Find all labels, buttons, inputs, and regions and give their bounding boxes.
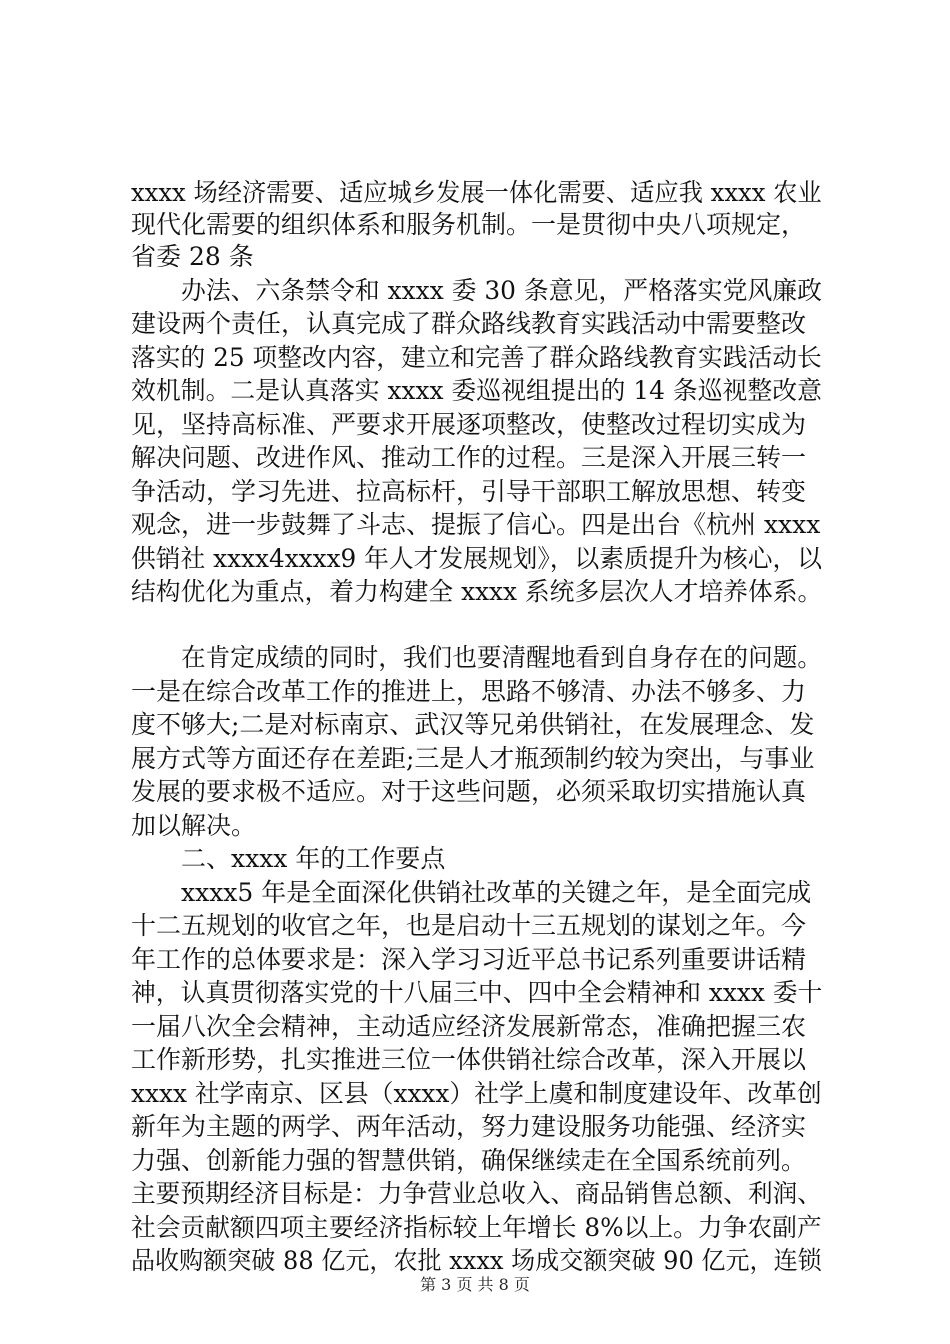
text-line: 解决问题、改进作风、推动工作的过程。三是深入开展三转一 [131, 443, 807, 472]
text-line: 一届八次全会精神，主动适应经济发展新常态，准确把握三农 [131, 1012, 807, 1041]
text-line: 效机制。二是认真落实 xxxx 委巡视组提出的 14 条巡视整改意 [131, 376, 822, 405]
text-line: 加以解决。 [131, 811, 257, 840]
text-line: 现代化需要的组织体系和服务机制。一是贯彻中央八项规定， [131, 210, 807, 239]
page-number-footer: 第 3 页 共 8 页 [420, 1275, 530, 1294]
text-line: 争活动，学习先进、拉高标杆，引导干部职工解放思想、转变 [131, 477, 807, 506]
text-line: 十二五规划的收官之年，也是启动十三五规划的谋划之年。今 [131, 911, 807, 940]
text-line: 工作新形势，扎实推进三位一体供销社综合改革，深入开展以 [131, 1045, 807, 1074]
section-heading: 二、xxxx 年的工作要点 [181, 844, 446, 873]
text-line: 结构优化为重点，着力构建全 xxxx 系统多层次人才培养体系。 [131, 577, 823, 606]
text-line: 在肯定成绩的同时，我们也要清醒地看到自身存在的问题。 [181, 643, 823, 672]
text-line: 观念，进一步鼓舞了斗志、提振了信心。四是出台《杭州 xxxx [131, 510, 821, 539]
text-line: 建设两个责任，认真完成了群众路线教育实践活动中需要整改 [131, 309, 807, 338]
text-line: 落实的 25 项整改内容，建立和完善了群众路线教育实践活动长 [131, 343, 822, 372]
text-line: 供销社 xxxx4xxxx9 年人才发展规划》，以素质提升为核心，以 [131, 544, 823, 573]
text-line: xxxx 场经济需要、适应城乡发展一体化需要、适应我 xxxx 农业 [131, 178, 822, 207]
text-line: 发展的要求极不适应。对于这些问题，必须采取切实措施认真 [131, 777, 807, 806]
text-line: 展方式等方面还存在差距;三是人才瓶颈制约较为突出，与事业 [131, 744, 815, 773]
text-line: 新年为主题的两学、两年活动，努力建设服务功能强、经济实 [131, 1112, 807, 1141]
text-line: 见，坚持高标准、严要求开展逐项整改，使整改过程切实成为 [131, 410, 807, 439]
text-line: 年工作的总体要求是：深入学习习近平总书记系列重要讲话精 [131, 945, 807, 974]
text-line: 办法、六条禁令和 xxxx 委 30 条意见，严格落实党风廉政 [181, 276, 823, 305]
text-line: 一是在综合改革工作的推进上，思路不够清、办法不够多、力 [131, 677, 807, 706]
text-line: 神，认真贯彻落实党的十八届三中、四中全会精神和 xxxx 委十 [131, 978, 823, 1007]
text-line: xxxx 社学南京、区县（xxxx）社学上虞和制度建设年、改革创 [131, 1079, 822, 1108]
text-line: 品收购额突破 88 亿元，农批 xxxx 场成交额突破 90 亿元，连锁 [131, 1246, 822, 1275]
text-line: xxxx5 年是全面深化供销社改革的关键之年，是全面完成 [181, 878, 812, 907]
text-line: 省委 28 条 [131, 242, 254, 271]
text-line: 度不够大;二是对标南京、武汉等兄弟供销社，在发展理念、发 [131, 710, 815, 739]
text-line: 力强、创新能力强的智慧供销，确保继续走在全国系统前列。 [131, 1146, 807, 1175]
text-line: 主要预期经济目标是：力争营业总收入、商品销售总额、利润、 [131, 1179, 822, 1208]
text-line: 社会贡献额四项主要经济指标较上年增长 8%以上。力争农副产 [131, 1213, 822, 1242]
